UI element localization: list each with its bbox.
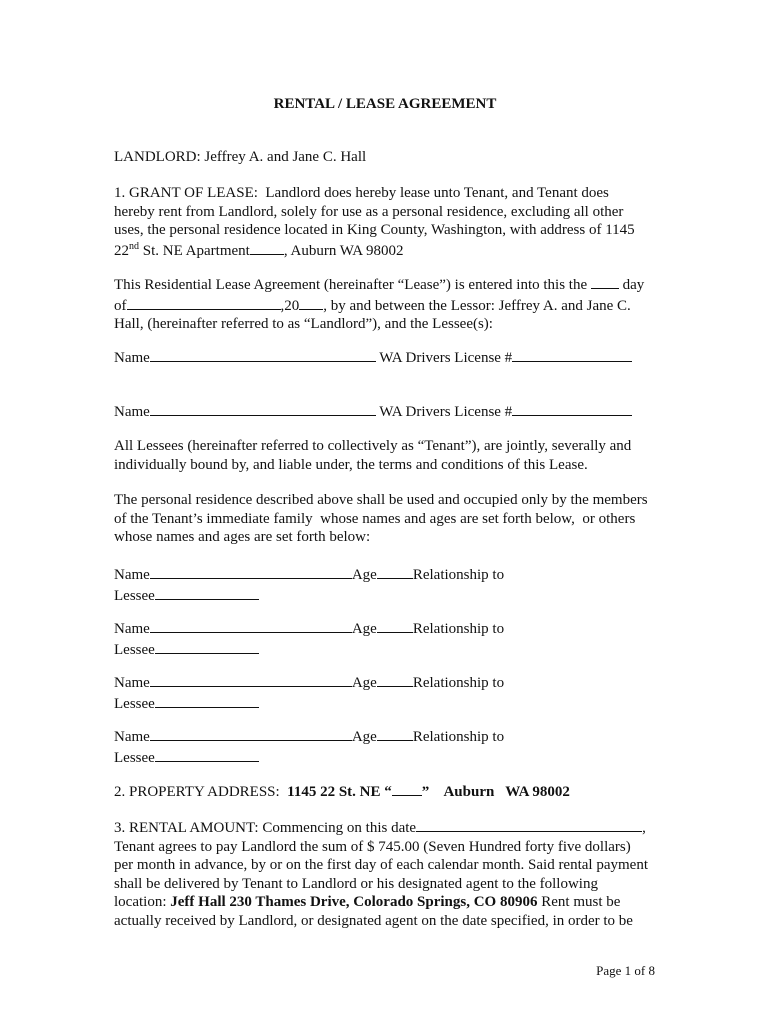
landlord-line: LANDLORD: Jeffrey A. and Jane C. Hall	[114, 149, 367, 165]
occupant-relationship-field[interactable]	[155, 693, 259, 708]
rental-amount-paragraph: 3. RENTAL AMOUNT: Commencing on this date , Tenant agrees to pay Landlord the sum of $ 745.00 (Seven Hundred forty five dollars) per month in advance, by or on the first day of each calendar month. Said rental payment shall be delivered by Tenant to Landlord or his designated agent to the following location: Jeff Hall 230 Thames Drive, Colorado Springs, CO 80906 Rent must be actually received by Landlord, or designated agent on the date specified, in order to be	[114, 817, 654, 930]
occupant-relationship-field[interactable]	[155, 747, 259, 762]
lessee-row-1: Name WA Drivers License #	[114, 347, 654, 368]
lease-intro-paragraph: This Residential Lease Agreement (hereinafter “Lease”) is entered into this the day of ,20 , by and between the Lessor: Jeffrey A. and Jane C. Hall, (hereinafter referred to as “Landlord”), and the Lessee(s):	[114, 274, 654, 334]
occupant-name-field[interactable]	[150, 564, 352, 579]
drivers-license-field[interactable]	[512, 347, 632, 362]
apartment-field[interactable]	[250, 240, 284, 255]
occupant-row-1: Name Age Relationship to Lessee	[114, 564, 654, 605]
occupant-relationship-field[interactable]	[155, 639, 259, 654]
property-address-line: 2. PROPERTY ADDRESS: 1145 22 St. NE “ ” Auburn WA 98002	[114, 781, 654, 802]
occupant-row-2: Name Age Relationship to Lessee	[114, 618, 654, 659]
day-field[interactable]	[591, 274, 619, 289]
occupancy-paragraph: The personal residence described above shall be used and occupied only by the members of the Tenant’s immediate family whose names and ages are set forth below, or others whose names and ages are set forth below:	[114, 492, 648, 545]
occupant-age-field[interactable]	[377, 672, 413, 687]
occupant-age-field[interactable]	[377, 726, 413, 741]
occupant-name-field[interactable]	[150, 726, 352, 741]
year-field[interactable]	[299, 295, 323, 310]
unit-field[interactable]	[392, 781, 422, 796]
occupant-name-field[interactable]	[150, 618, 352, 633]
occupant-age-field[interactable]	[377, 564, 413, 579]
occupant-name-field[interactable]	[150, 672, 352, 687]
page-number: Page 1 of 8	[596, 963, 655, 978]
joint-liability-paragraph: All Lessees (hereinafter referred to collectively as “Tenant”), are jointly, severally and individually bound by, and liable under, the terms and conditions of this Lease.	[114, 438, 632, 473]
occupant-age-field[interactable]	[377, 618, 413, 633]
occupant-relationship-field[interactable]	[155, 585, 259, 600]
occupant-row-4: Name Age Relationship to Lessee	[114, 726, 654, 767]
commencement-date-field[interactable]	[416, 817, 642, 832]
lessee-name-field[interactable]	[150, 401, 376, 416]
month-field[interactable]	[127, 295, 281, 310]
lessee-name-field[interactable]	[150, 347, 376, 362]
lessee-row-2: Name WA Drivers License #	[114, 401, 654, 422]
drivers-license-field[interactable]	[512, 401, 632, 416]
occupant-row-3: Name Age Relationship to Lessee	[114, 672, 654, 713]
document-title: RENTAL / LEASE AGREEMENT	[273, 96, 497, 112]
grant-of-lease-paragraph: 1. GRANT OF LEASE: Landlord does hereby lease unto Tenant, and Tenant does hereby rent from Landlord, solely for use as a personal residence, excluding all other uses, the personal residence located in King County, Washington, with address of 1145 22nd St. NE Apartment , Auburn WA 98002	[114, 185, 635, 259]
